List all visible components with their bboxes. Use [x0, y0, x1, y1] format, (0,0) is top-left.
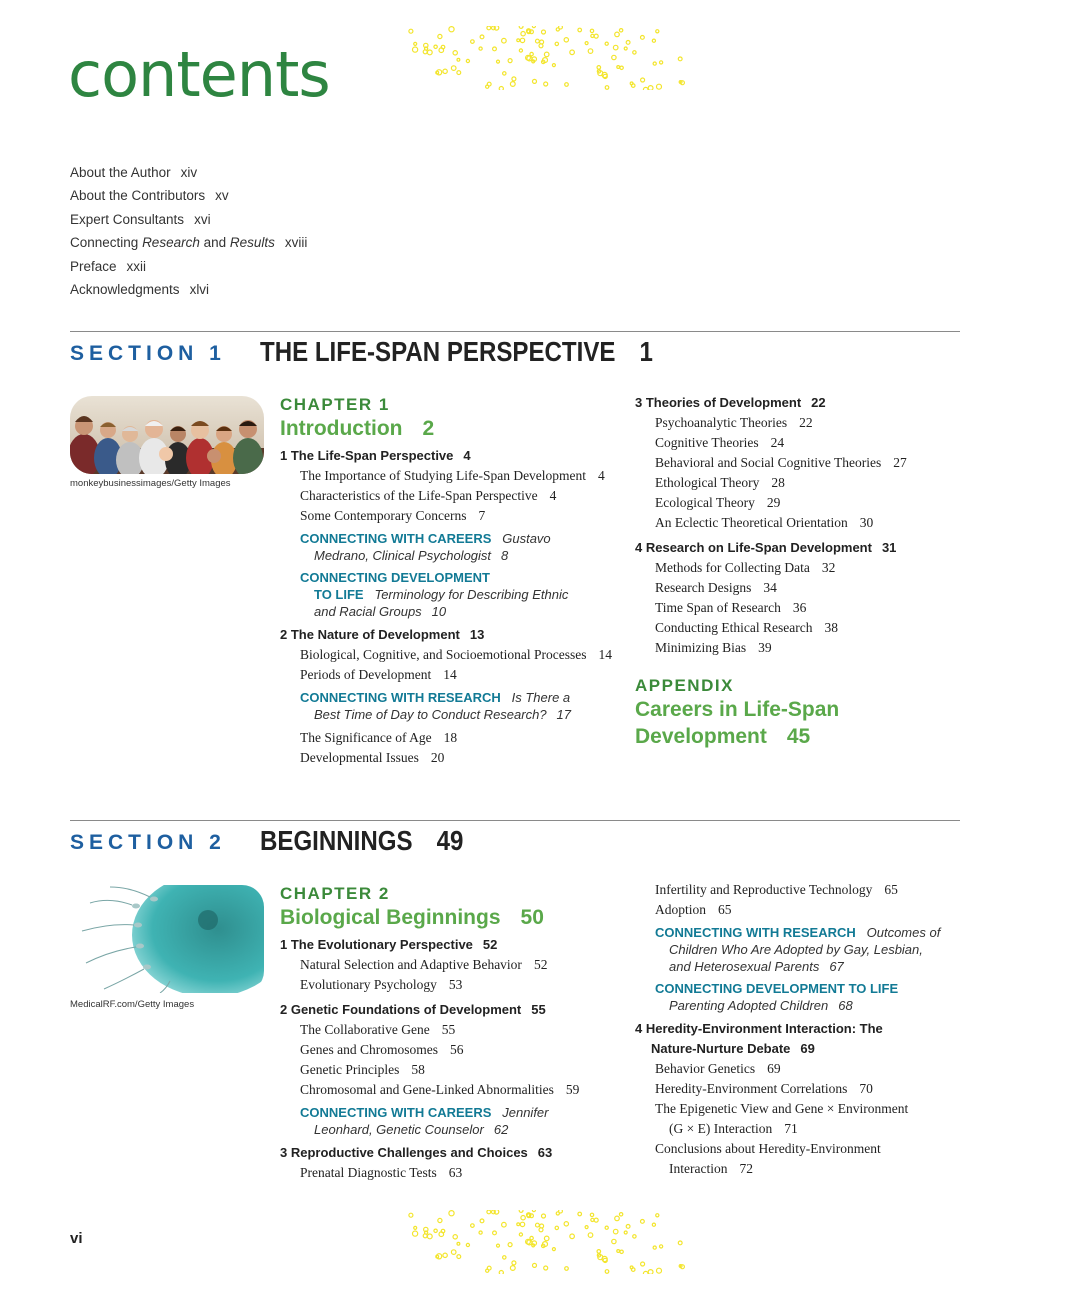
subtopic-item[interactable]: Periods of Development 14 [300, 667, 457, 682]
subtopic-item[interactable]: The Significance of Age 18 [300, 730, 458, 745]
decorative-dot [502, 38, 507, 43]
decorative-dot [641, 36, 645, 40]
decorative-dot [564, 38, 568, 42]
subtopic-item[interactable]: Chromosomal and Gene-Linked Abnormalities 59 [300, 1082, 580, 1097]
decorative-dot [427, 50, 432, 55]
subtopic-item[interactable]: The Importance of Studying Life-Span Development 4 [300, 468, 605, 483]
decorative-dot [615, 32, 620, 37]
chapter-label: CHAPTER 1 [280, 395, 390, 414]
decorative-dot [510, 1266, 515, 1271]
decorative-dot [409, 1213, 413, 1217]
page-number: xxii [126, 258, 147, 274]
decorative-dot [565, 83, 569, 87]
decorative-dot [552, 1248, 555, 1251]
subtopic-item[interactable]: Prenatal Diagnostic Tests 63 [300, 1165, 463, 1180]
decorative-dot [588, 49, 593, 54]
decorative-dot [641, 1220, 645, 1224]
subtopic-item[interactable]: Cognitive Theories 24 [655, 435, 785, 450]
subtopic-item[interactable]: Methods for Collecting Data 32 [655, 560, 836, 575]
decorative-dot [471, 1224, 475, 1228]
decorative-dot [519, 49, 522, 52]
front-matter-list [70, 163, 307, 303]
topic-heading[interactable]: 1 The Evolutionary Perspective 52 [280, 937, 498, 952]
decorative-dot [487, 1210, 491, 1214]
decorative-dot [570, 1234, 575, 1239]
subtopic-item[interactable]: Heredity-Environment Correlations 70 [655, 1081, 873, 1096]
subtopic-item[interactable]: Infertility and Reproductive Technology 65 [655, 882, 898, 897]
photo-credit: monkeybusinessimages/Getty Images [70, 478, 231, 489]
decorative-dot [653, 62, 656, 65]
decorative-dot [497, 60, 500, 63]
decorative-dot [457, 1255, 461, 1259]
decorative-dot [521, 1216, 525, 1220]
decorative-dot [457, 58, 460, 61]
decorative-dot [652, 1223, 655, 1226]
decorative-dot [544, 52, 549, 57]
subtopic-item[interactable]: Ecological Theory 29 [655, 495, 781, 510]
topic-heading[interactable]: 2 Genetic Foundations of Development 55 [280, 1002, 546, 1017]
decorative-dot [624, 47, 627, 50]
decorative-dot [559, 26, 563, 29]
decorative-dot [588, 1233, 593, 1238]
page-title: contents [68, 38, 330, 111]
topic-heading[interactable]: 4 Heredity-Environment Interaction: The Nature-Nurture Debate 69 [635, 1021, 883, 1056]
decorative-dot [597, 1250, 601, 1254]
family-group-photo [70, 396, 264, 474]
decorative-dot [615, 1216, 620, 1221]
feature-box-development-to-life[interactable]: CONNECTING DEVELOPMENT TO LIFE Parenting Adopted Children 68 [655, 981, 899, 1013]
page-number: xvi [194, 211, 211, 227]
decorative-dot [544, 1236, 549, 1241]
decorative-dot [512, 77, 516, 81]
page-number: 1 [639, 336, 653, 367]
decorative-dot [656, 1214, 659, 1217]
decorative-dot [597, 66, 601, 70]
feature-box-research[interactable]: CONNECTING WITH RESEARCH Is There a Best Time of Day to Conduct Research? 17 [300, 690, 572, 722]
decorative-dot [542, 1214, 546, 1218]
decorative-dot [544, 82, 548, 86]
decorative-dot [479, 47, 482, 50]
decorative-dot [533, 1263, 537, 1267]
decorative-dot [510, 82, 515, 87]
decorative-dot [624, 1231, 627, 1234]
feature-box-research[interactable]: CONNECTING WITH RESEARCH Outcomes of Children Who Are Adopted by Gay, Lesbian, and Heterosexual Parents 67 [655, 925, 941, 974]
decorative-dot [657, 84, 662, 89]
page-folio: vi [70, 1230, 83, 1247]
decorative-dot [552, 64, 555, 67]
page-number: 50 [520, 906, 544, 929]
subtopic-item[interactable]: Behavioral and Social Cognitive Theories 27 [655, 455, 907, 470]
decorative-dot [594, 34, 598, 38]
decorative-dot [499, 1271, 503, 1275]
decorative-dot [555, 42, 558, 45]
decorative-dot [605, 1226, 608, 1229]
decorative-dot [443, 1253, 447, 1257]
chapter-1-column-right [635, 393, 965, 750]
decorative-dot [565, 1267, 569, 1271]
topic-heading[interactable]: 3 Reproductive Challenges and Choices 63 [280, 1145, 553, 1160]
chapter-label: CHAPTER 2 [280, 884, 390, 903]
decorative-dot [591, 34, 594, 37]
topic-heading[interactable]: 3 Theories of Development 22 [635, 395, 826, 410]
subtopic-item[interactable]: An Eclectic Theoretical Orientation 30 [655, 515, 874, 530]
decorative-dot [631, 1268, 635, 1272]
decorative-dot [533, 79, 537, 83]
decorative-dot [544, 1266, 548, 1270]
decorative-dot [409, 29, 413, 33]
topic-heading[interactable]: 1 The Life-Span Perspective 4 [280, 448, 471, 463]
subtopic-item[interactable]: Characteristics of the Life-Span Perspective 4 [300, 488, 557, 503]
decorative-dot [520, 1222, 524, 1226]
decorative-dot [434, 1229, 437, 1232]
decorative-dot [660, 1245, 663, 1248]
decorative-dot [517, 1223, 520, 1226]
photo-credit: MedicalRF.com/Getty Images [70, 999, 195, 1010]
decorative-dot [633, 1235, 636, 1238]
decorative-dot [530, 52, 533, 55]
section-label: SECTION 2 [70, 831, 226, 854]
decorative-dot [591, 1218, 594, 1221]
decorative-dot [497, 1244, 500, 1247]
decorative-dot [678, 1241, 682, 1245]
decorative-dot [521, 32, 525, 36]
subtopic-item[interactable]: Genetic Principles 58 [300, 1062, 425, 1077]
chapter-1-column-left [280, 395, 620, 768]
subtopic-item[interactable]: Minimizing Bias 39 [655, 640, 772, 655]
page-number: 49 [436, 825, 464, 856]
decorative-dot [414, 42, 417, 45]
subtopic-item[interactable]: Time Span of Research 36 [655, 600, 807, 615]
decorative-dot [457, 71, 461, 75]
decorative-dot [626, 1225, 630, 1229]
decorative-dot [585, 1226, 588, 1229]
decorative-dot [441, 1229, 445, 1233]
decorative-dot [619, 1213, 622, 1216]
subtopic-item[interactable]: Psychoanalytic Theories 22 [655, 415, 813, 430]
decorative-dot [425, 1231, 428, 1234]
decorative-dot [643, 1271, 648, 1274]
decorative-dot [493, 47, 497, 51]
decorative-dot [441, 45, 445, 49]
decorative-dot [590, 29, 593, 32]
feature-box-careers[interactable]: CONNECTING WITH CAREERS Jennifer Leonhard, Genetic Counselor 62 [300, 1105, 549, 1137]
decorative-dot [508, 1243, 512, 1247]
decorative-dot [613, 45, 618, 50]
decorative-dot [451, 1250, 456, 1255]
decorative-dot [519, 26, 523, 28]
front-matter-item[interactable]: About the Author xiv [70, 165, 198, 180]
subtopic-item[interactable]: Natural Selection and Adaptive Behavior 52 [300, 957, 548, 972]
decorative-dot [617, 1250, 620, 1253]
subtopic-item[interactable]: Research Designs 34 [655, 580, 777, 595]
decorative-dot [570, 50, 575, 55]
decorative-dot [443, 69, 447, 73]
feature-box-careers[interactable]: CONNECTING WITH CAREERS Gustavo Medrano, Clinical Psychologist 8 [300, 531, 551, 563]
subtopic-item[interactable]: Genes and Chromosomes 56 [300, 1042, 464, 1057]
decorative-dot [480, 1219, 484, 1223]
decorative-dot [438, 34, 442, 38]
subtopic-item[interactable]: Evolutionary Psychology 53 [300, 977, 463, 992]
decorative-dot [519, 1233, 522, 1236]
decorative-dot [527, 1214, 531, 1218]
section-title[interactable]: BEGINNINGS 49 [260, 825, 464, 856]
decorative-dot [657, 1268, 662, 1273]
decorative-dot [527, 30, 531, 34]
decorative-dot [503, 72, 506, 75]
decorative-dot [413, 1231, 418, 1236]
decorative-dot [620, 66, 623, 69]
decorative-dot [555, 1226, 558, 1229]
feature-box-development-to-life[interactable]: CONNECTING DEVELOPMENT TO LIFE Terminology for Describing Ethnic and Racial Groups 10 [300, 570, 569, 619]
decorative-dot [502, 1222, 507, 1227]
decorative-dot [653, 1246, 656, 1249]
decorative-dot [466, 59, 469, 62]
front-matter-item[interactable]: Connecting Research and Results xviii [70, 235, 308, 251]
decorative-dots-bottom [400, 1210, 692, 1274]
decorative-dot [451, 66, 456, 71]
subtopic-item[interactable]: Conclusions about Heredity-Environment Interaction 72 [655, 1141, 881, 1176]
page-number: xlvi [189, 281, 210, 297]
decorative-dot [678, 57, 682, 61]
decorative-dot [425, 47, 428, 50]
decorative-dot [512, 1261, 516, 1265]
decorative-dot [612, 1239, 616, 1243]
decorative-dot [520, 38, 524, 42]
subtopic-item[interactable]: Behavior Genetics 69 [655, 1061, 781, 1076]
front-matter-item[interactable]: About the Contributors xv [70, 188, 229, 204]
decorative-dot [434, 45, 437, 48]
appendix-label: APPENDIX [635, 676, 734, 695]
decorative-dot [449, 27, 454, 32]
decorative-dot [471, 40, 475, 44]
appendix-title[interactable]: Careers in Life-Span Development 45 [635, 698, 840, 748]
decorative-dot [605, 42, 608, 45]
decorative-dot [492, 1210, 496, 1214]
decorative-dot [641, 78, 645, 82]
decorative-dot [643, 87, 648, 90]
decorative-dot [486, 1269, 489, 1272]
subtopic-item[interactable]: Some Contemporary Concerns 7 [300, 508, 486, 523]
decorative-dot [532, 26, 535, 28]
decorative-dot [479, 1231, 482, 1234]
page-number: xviii [284, 235, 308, 251]
decorative-dot [414, 1226, 417, 1229]
decorative-dot [578, 1212, 582, 1216]
section-divider [70, 331, 960, 332]
section-label: SECTION 1 [70, 342, 226, 365]
decorative-dot [427, 1234, 432, 1239]
page-number: xiv [180, 165, 198, 180]
chapter-title[interactable]: Introduction 2 [280, 417, 435, 440]
decorative-dot [613, 1229, 618, 1234]
decorative-dot [612, 55, 616, 59]
decorative-dot [656, 30, 659, 33]
decorative-dot [559, 1210, 563, 1213]
decorative-dot [648, 1270, 653, 1274]
decorative-dot [660, 61, 663, 64]
topic-heading[interactable]: 4 Research on Life-Span Development 31 [635, 540, 897, 555]
decorative-dot [493, 1231, 497, 1235]
subtopic-item[interactable]: Ethological Theory 28 [655, 475, 785, 490]
section-divider [70, 820, 960, 821]
subtopic-item[interactable]: The Epigenetic View and Gene × Environment (G × E) Interaction 71 [655, 1101, 909, 1136]
decorative-dot [499, 87, 503, 91]
decorative-dot [438, 1218, 442, 1222]
decorative-dot [413, 47, 418, 52]
chapter-2-column-left [280, 884, 620, 1183]
decorative-dot [487, 26, 491, 30]
chapter-title[interactable]: Biological Beginnings 50 [280, 906, 544, 929]
page-number: 45 [786, 725, 811, 748]
front-matter-item[interactable]: Acknowledgments xlvi [70, 281, 210, 297]
decorative-dot [542, 30, 546, 34]
decorative-dot [620, 1250, 623, 1253]
page-number: 2 [422, 417, 435, 440]
decorative-dot [532, 1210, 535, 1212]
decorative-dot [648, 86, 653, 90]
chapter-2-column-right [635, 880, 970, 1179]
decorative-dot [453, 1235, 457, 1239]
decorative-dot [517, 39, 520, 42]
subtopic-item[interactable]: Adoption 65 [655, 902, 732, 917]
decorative-dot [492, 26, 496, 30]
decorative-dot [486, 85, 489, 88]
decorative-dot [564, 1222, 568, 1226]
decorative-dot [605, 1270, 609, 1274]
subtopic-item[interactable]: Developmental Issues 20 [300, 750, 445, 765]
decorative-dot [626, 41, 630, 45]
decorative-dot [449, 1211, 454, 1216]
front-matter-item[interactable]: Preface xxii [70, 258, 147, 274]
decorative-dot [503, 1256, 506, 1259]
topic-heading[interactable]: 2 The Nature of Development 13 [280, 627, 485, 642]
decorative-dot [536, 1223, 540, 1227]
subtopic-item[interactable]: Conducting Ethical Research 38 [655, 620, 838, 635]
decorative-dot [508, 59, 512, 63]
decorative-dot [631, 84, 635, 88]
page-number: xv [215, 188, 229, 204]
decorative-dot [605, 86, 609, 90]
subtopic-item[interactable]: The Collaborative Gene 55 [300, 1022, 456, 1037]
decorative-dot [466, 1243, 469, 1246]
front-matter-item[interactable]: Expert Consultants xvi [70, 211, 211, 227]
decorative-dot [633, 51, 636, 54]
decorative-dot [619, 29, 622, 32]
section-title[interactable]: THE LIFE-SPAN PERSPECTIVE 1 [260, 336, 653, 367]
decorative-dots-top [400, 26, 692, 90]
cell-sperm-illustration [70, 885, 264, 993]
decorative-dot [530, 1236, 533, 1239]
decorative-dot [590, 1213, 593, 1216]
decorative-dot [536, 39, 540, 43]
decorative-dot [539, 44, 543, 48]
decorative-dot [585, 42, 588, 45]
subtopic-item[interactable]: Biological, Cognitive, and Socioemotional Processes 14 [300, 647, 612, 662]
decorative-dot [594, 1218, 598, 1222]
decorative-dot [641, 1262, 645, 1266]
decorative-dot [519, 1210, 523, 1212]
decorative-dot [480, 35, 484, 39]
decorative-dot [457, 1242, 460, 1245]
decorative-dot [617, 66, 620, 69]
decorative-dot [578, 28, 582, 32]
decorative-dot [652, 39, 655, 42]
decorative-dot [453, 51, 457, 55]
